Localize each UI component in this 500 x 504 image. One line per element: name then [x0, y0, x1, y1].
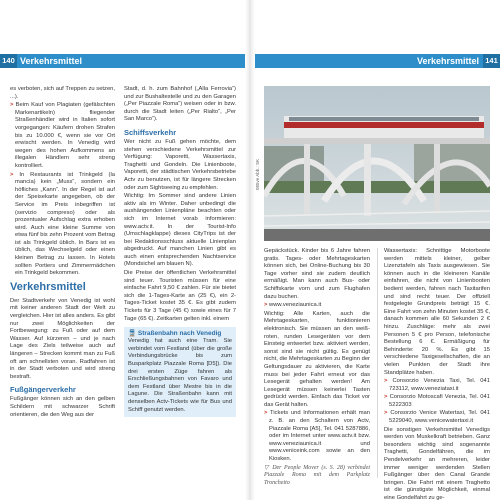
people-mover-photo [264, 86, 490, 241]
caption-arrow-icon: ▽ [264, 464, 270, 471]
left-column-1 [10, 86, 115, 420]
photo-credit: 085ve Abb.: SK [255, 158, 260, 190]
ticket-text-1: Gepäckstück. Kinder bis 6 Jahre fahren gratis. Tages- oder Mehrtageskarten können sich, bei Online-Buchung bis 30 Tage vorher sind sie zudem deutlich ermäßigt. Man kann auch Bus- oder Schiffskarte vorn und zum Flughafen dazu buchen. [264, 248, 370, 300]
left-column-2 [124, 86, 236, 417]
column-divider [377, 248, 378, 478]
page-number-right: 141 [483, 54, 500, 68]
col2-text-4: Die Preise der öffentlichen Verkehrsmittel sind teuer. Touristen müssen für eine einfache Fahrt 9,50 € zahlen. Für sie bietet sich die 1-Tages-Karte an (25 €), ein 2-Tages-Ticket kostet 35 €. Es gibt zudem Tickets für 3 Tage (45 €) sowie eines für 7 Tage (65 €). Zeitkarten gelten inkl. einem [124, 270, 236, 322]
section-text: Der Stadtverkehr von Venedig ist wohl mit keiner anderen Stadt der Welt zu vergleichen. Hier ist alles anders. Es gibt nur zwei Möglichkeiten der Fortbewegung: zu Fuß oder auf dem Wasser. Auf kürzeren – und je nach Lage des Ziels teilweise auch auf längeren – Strecken kommt man zu Fuß oft am schnellsten voran. Radfahren ist in der Stadt verboten und wird streng bestraft. [10, 297, 115, 380]
section-title-verkehrsmittel: Verkehrsmittel [10, 280, 86, 293]
right-column-2 [384, 248, 490, 504]
info-box-tram [124, 327, 236, 417]
left-page-header [0, 54, 245, 68]
traghetti-text: Die sonstigen Verkehrsmittel Venedigs werden von Muskelkraft betrieben. Ganz besonders wichtig sind sogenannte Traghetti, Gondelfähren, die im Pendelverkehr an mehreren, leider immer weniger werdenden Stellen Fußgänger über den Canal Grande bringen. Die Fahrt mit einem Traghetto ist die günstigste Möglichkeit, einmal eine Gondelfahrt zu ge- [384, 426, 490, 501]
photo-caption: ▽ Der People Mover (s. S. 28) verbindet Piazzale Roma mit dem Parkplatz Tronchetto [264, 464, 371, 486]
tip-bullet-1: > Beim Kauf von Plagiaten (gefälschten Markenartikeln) fliegender Straßenhändler wird in Italien sofort vorgegangen: Käufern drohen Strafen bis zu 10.000 €, wenn sie vor Ort erwischt werden. In Venedig wird wegen des hohen Aufkommens an illegalen Händlern sehr streng kontrolliert. [10, 102, 115, 169]
page-number-left: 140 [0, 54, 17, 68]
right-page-header [255, 54, 500, 68]
taxi-bullet-1: > Consorzio Venezia Taxi, Tel. 041 723112, www.veneziataxi.it [384, 378, 490, 392]
taxi-bullet-2: > Consorzio Motoscafi Venezia, Tel. 041 5222303 [384, 394, 490, 408]
col2-text-3: Wichtig: Im Sommer sind andere Linien aktiv als im Winter. Daher unbedingt die aushängenden Linienpläne beachten oder sich im Internet vorab informieren: www.actv.it. In der Tourist-Info (Umschlagklappe) dieses CityTrips ist der bei Redaktionsschluss aktuelle Linienplan abgedruckt. Auf manchen Linien gibt es auch einen entsprechenden Nachtservice (Mondsichel am blauen N). [124, 193, 236, 268]
col2-text-1: Stadt, d. h. zum Bahnhof („Alla Ferrovia“) und zur Bushaltestelle und zu den Garagen („Per Piazzale Roma“) weisen oder in bzw. durch die Stadt leiten („Per Rialto“, „Per San Marco“). [124, 86, 236, 123]
tram-icon: 🚆 [128, 330, 137, 338]
col2-text-2: Wer nicht zu Fuß gehen möchte, dem stehen verschiedene Verkehrsmittel zur Verfügung: Vaporetti, Wassertaxis, Traghetti und Gondeln. Die Linienboote, Vaporetti, der städtischen Verkehrsbetriebe Actv zu benutzen, ist für längere Strecken oder zum Sightseeing zu empfehlen. [124, 138, 236, 191]
web-link[interactable]: > www.veneziaunica.it [264, 302, 322, 309]
subsection-title-schiffsverkehr: Schiffsverkehr [124, 127, 177, 137]
info-box-text: Venedig hat auch eine Tram. Sie verbindet vom Festland (über die große Verbindungsbrücke bis zum Busparkplatz Piazzale Roma [D5]). Die drei ersten Züge fahren als Erschließungsbahnen von Favaro und dem Festland über Mestre bis in die Lagune. Die Straßenbahn kann mit denselben Actv-Tickets wie für Bus und Schiff genutzt werden. [128, 338, 232, 413]
book-gutter [245, 0, 255, 500]
ticket-info-bullet: > Tickets und Informationen erhält man z. B. an den Schaltern von Actv, Piazzale Roma [A5], Tel. 041 5287886, oder im Internet unter www.actv.it bzw. www.veneziaunica.it und www.veniceink.com sowie an den Kiosken. [264, 410, 371, 463]
taxi-bullet-3: > Consorzio Venice Watertaxi, Tel. 041 5229040, www.venicewatertaxi.it [384, 410, 490, 425]
info-box-title: 🚆 Straßenbahn nach Venedig [128, 330, 222, 338]
right-column-1 [264, 248, 370, 488]
subsection-text: Fußgänger können sich an den gelben Schildern mit schwarzer Schrift orientieren, die den Weg aus der [10, 396, 115, 418]
subsection-title-fussgaenger: Fußgängerverkehr [10, 385, 76, 395]
right-header-title: Verkehrsmittel [416, 56, 479, 66]
ticket-text-2: Wichtig: Alle Karten, auch die Mehrtageskarten, funktionieren elektronisch. Sie müssen an den weiß-roten, runden Lesegeräten vor dem Einsteig entwertet bzw. aktiviert werden, sonst sind sie nicht gültig. Es genügt nicht, die Mehrtageskarten zu Beginn der Geltungsdauer zu aktivieren, die Karte muss bei jeder Fahrt erneut vor das Lesegerät gehalten werden! Am Lesegerät müssen keinerlei Tasten gedrückt werden. Einfach das Ticket vor das Gerät halten. [264, 310, 370, 408]
intro-text: es verboten, sich auf Treppen zu setzen, ...). [10, 86, 115, 100]
left-header-title: Verkehrsmittel [20, 56, 83, 66]
tip-bullet-2: > In Restaurants ist Trinkgeld (la mancia) kein „Muss“, sondern ein höfliches „Kann“. In der Regel ist auf der Speisekarte angegeben, ob der Service im Preis inbegriffen ist (servizio compreso) oder als prozentualer Aufschlag extra erhoben wird. Auch eine kleine Summe von etwa fünf bis zehn Prozent vom Betrag ist als Trinkgeld üblich. In Bars ist es üblich, das Wechselgeld oder einen kleinen Betrag zu lassen. In Hotels sollten Portiers und Zimmermädchen ein Trinkgeld bekommen. [10, 171, 115, 277]
watertaxi-text: Wassertaxis: Schnittige Motorboote werden mittels kleiner, gelber Lizenztafeln als Taxis ausgewiesen. Sie können auch in die kleineren Kanäle einfahren, die nicht von Linienbooten bedient werden, fahren nach Taxitarifen und sind recht teuer. Der offiziell festgelegte Grundpreis beträgt 15 €. Eine Fahrt von zehn Minuten kostet 35 €, danach kommen alle 60 Sekunden 2 € hinzu. Zuschläge: mehr als zwei Personen 5 € pro Person, telefonische Bestellung 6 €. Ermäßigung für Behinderte: 20 %. Es gibt 15 verschiedene Taxigesellschaften, die an vielen Punkten der Stadt ihre Standplätze haben. [384, 248, 490, 376]
